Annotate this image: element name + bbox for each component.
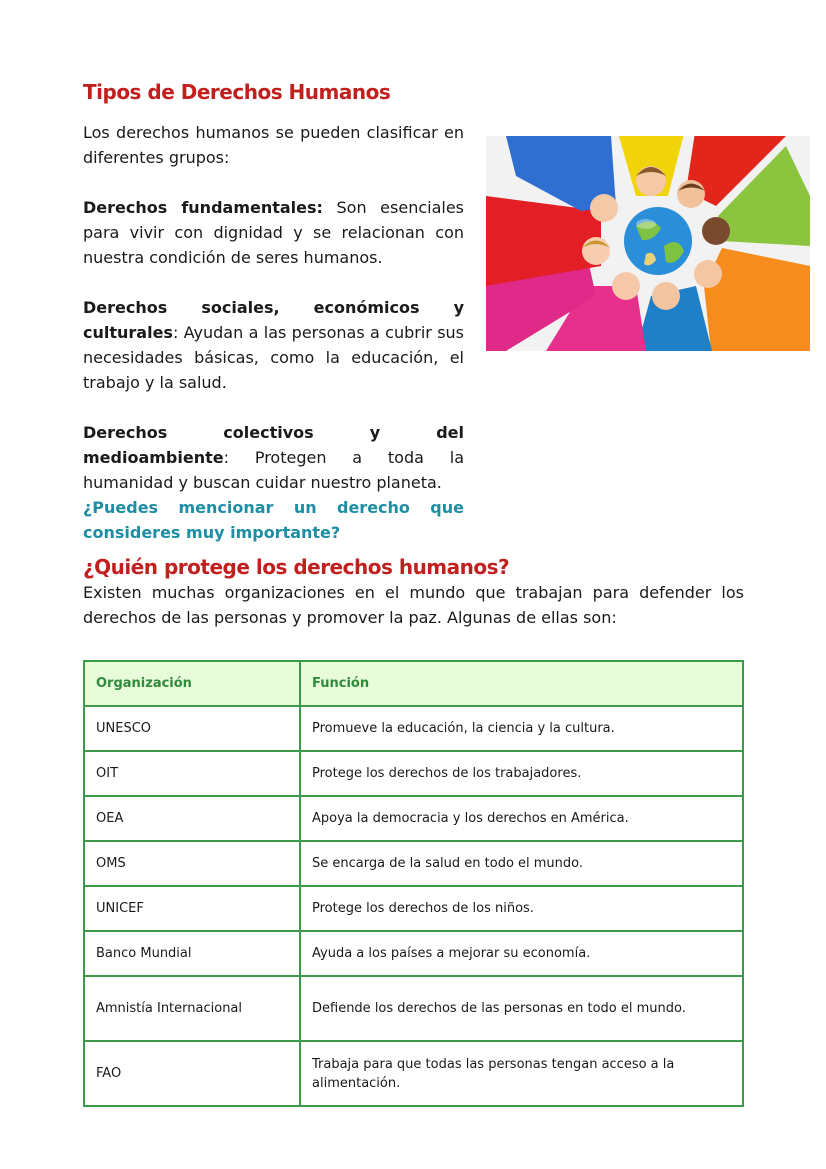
children-globe-photo xyxy=(486,136,810,351)
organization-cell: OMS xyxy=(84,841,300,886)
organizations-table xyxy=(83,660,744,1107)
right-term: Derechos fundamentales: xyxy=(83,198,323,217)
organization-cell: FAO xyxy=(84,1041,300,1106)
function-cell: Protege los derechos de los trabajadores. xyxy=(300,751,743,796)
right-description: : Ayudan a las personas a cubrir sus necesidades básicas, como la educación, el trabajo y la salud. xyxy=(83,323,464,392)
function-cell: Trabaja para que todas las personas tengan acceso a la alimentación. xyxy=(300,1041,743,1106)
table-row xyxy=(84,796,743,841)
function-cell: Defiende los derechos de las personas en todo el mundo. xyxy=(300,976,743,1041)
right-term: Derechos sociales, económicos y culturales xyxy=(83,298,464,342)
right-description: Son esenciales para vivir con dignidad y se relacionan con nuestra condición de seres humanos. xyxy=(83,198,464,267)
organization-cell: Banco Mundial xyxy=(84,931,300,976)
function-cell: Apoya la democracia y los derechos en América. xyxy=(300,796,743,841)
organizations-intro: Existen muchas organizaciones en el mundo que trabajan para defender los derechos de las personas y promover la paz. Algunas de ellas son: xyxy=(83,583,744,627)
organization-cell: Amnistía Internacional xyxy=(84,976,300,1041)
right-term: Derechos colectivos y del medioambiente xyxy=(83,423,464,467)
organization-cell: UNESCO xyxy=(84,706,300,751)
table-row xyxy=(84,751,743,796)
table-row xyxy=(84,706,743,751)
function-cell: Protege los derechos de los niños. xyxy=(300,886,743,931)
table-row xyxy=(84,841,743,886)
right-item-collective xyxy=(83,420,464,495)
organization-cell: OEA xyxy=(84,796,300,841)
right-description: : Protegen a toda la humanidad y buscan cuidar nuestro planeta. xyxy=(83,448,464,492)
right-item-social xyxy=(83,295,464,395)
table-row xyxy=(84,976,743,1041)
table-row xyxy=(84,931,743,976)
right-item-fundamental xyxy=(83,195,464,270)
children-globe-illustration xyxy=(486,136,810,351)
table-row xyxy=(84,1041,743,1106)
table-row xyxy=(84,886,743,931)
organization-cell: UNICEF xyxy=(84,886,300,931)
column-header-organizacion: Organización xyxy=(84,661,300,706)
function-cell: Promueve la educación, la ciencia y la cultura. xyxy=(300,706,743,751)
section-title-tipos: Tipos de Derechos Humanos xyxy=(83,80,391,104)
rights-types-text xyxy=(83,120,464,545)
column-header-funcion: Función xyxy=(300,661,743,706)
section-title-quien-protege: ¿Quién protege los derechos humanos? xyxy=(83,555,510,579)
function-cell: Ayuda a los países a mejorar su economía. xyxy=(300,931,743,976)
table-header-row xyxy=(84,661,743,706)
question-prompt: ¿Puedes mencionar un derecho que consideres muy importante? xyxy=(83,498,464,542)
intro-paragraph: Los derechos humanos se pueden clasificar en diferentes grupos: xyxy=(83,123,464,167)
organization-cell: OIT xyxy=(84,751,300,796)
function-cell: Se encarga de la salud en todo el mundo. xyxy=(300,841,743,886)
